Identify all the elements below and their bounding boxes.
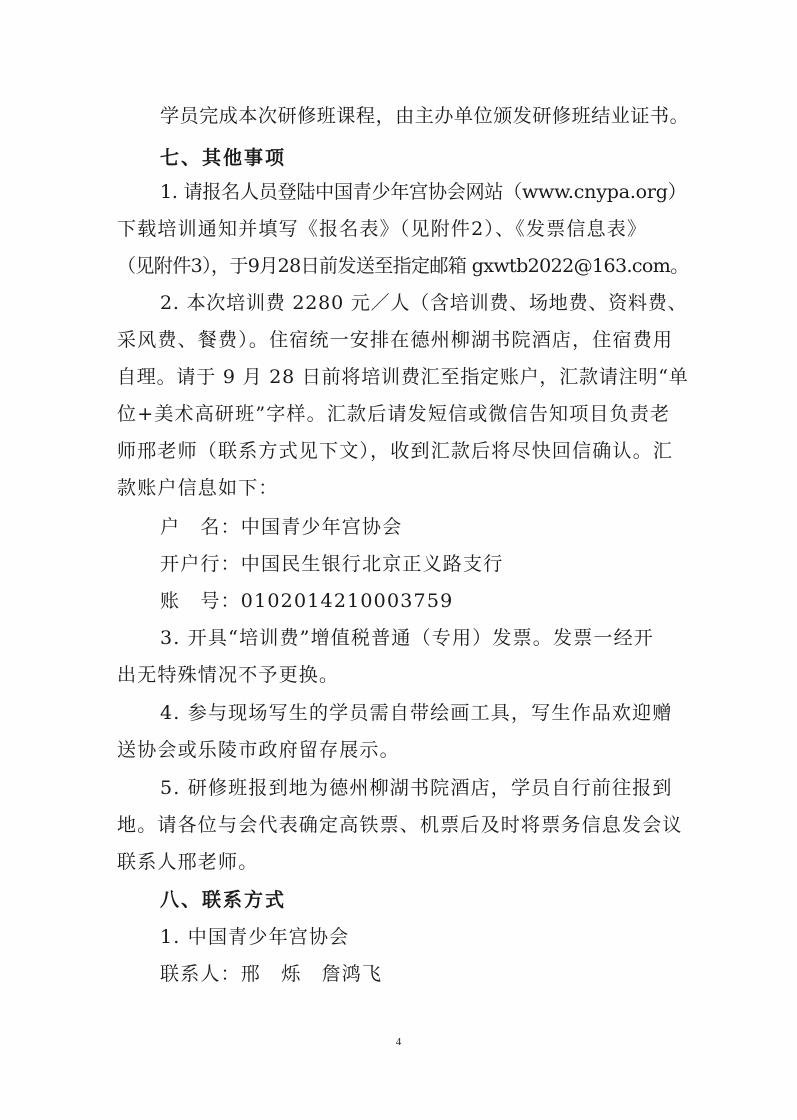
section-heading-contact: 八、联系方式 bbox=[160, 889, 287, 911]
paragraph-line: 师邢老师（联系方式见下文），收到汇款后将尽快回信确认。汇 bbox=[117, 440, 674, 462]
paragraph-line: 4. 参与现场写生的学员需自带绘画工具，写生作品欢迎赠 bbox=[160, 702, 673, 724]
paragraph-line: 学员完成本次研修班课程，由主办单位颁发研修班结业证书。 bbox=[160, 105, 690, 127]
account-bank-line: 开户行：中国民生银行北京正义路支行 bbox=[160, 553, 504, 575]
paragraph-line: 1. 中国青少年宫协会 bbox=[160, 926, 350, 948]
paragraph-line: 自理。请于 9 月 28 日前将培训费汇至指定账户，汇款请注明“单 bbox=[117, 366, 689, 388]
paragraph-line: 5. 研修班报到地为德州柳湖书院酒店，学员自行前往报到 bbox=[160, 777, 673, 799]
paragraph-line: （见附件3），于9月28日前发送至指定邮箱 gxwtb2022@163.com。 bbox=[117, 255, 689, 277]
page-number: 4 bbox=[395, 1036, 402, 1048]
paragraph-line: 款账户信息如下： bbox=[117, 477, 279, 499]
paragraph-line: 地。请各位与会代表确定高铁票、机票后及时将票务信息发会议 bbox=[117, 814, 683, 836]
paragraph-line: 联系人邢老师。 bbox=[117, 851, 259, 873]
paragraph-line: 2. 本次培训费 2280 元／人（含培训费、场地费、资料费、 bbox=[160, 292, 688, 314]
contact-persons-line: 联系人：邢 烁 詹鸿飞 bbox=[160, 963, 383, 985]
paragraph-line: 送协会或乐陵市政府留存展示。 bbox=[117, 739, 400, 761]
account-name-line: 户 名：中国青少年宫协会 bbox=[160, 516, 403, 538]
paragraph-line: 采风费、餐费）。住宿统一安排在德州柳湖书院酒店，住宿费用 bbox=[117, 329, 674, 351]
paragraph-line: 下载培训通知并填写《报名表》（见附件2）、《发票信息表》 bbox=[117, 218, 648, 240]
paragraph-line: 1. 请报名人员登陆中国青少年宫协会网站（www.cnypa.org） bbox=[160, 181, 687, 203]
section-heading-other-matters: 七、其他事项 bbox=[160, 147, 287, 169]
paragraph-line: 出无特殊情况不予更换。 bbox=[117, 664, 340, 686]
paragraph-line: 位+美术高研班”字样。汇款后请发短信或微信告知项目负责老 bbox=[117, 403, 671, 425]
account-number-line: 账 号：0102014210003759 bbox=[160, 590, 454, 612]
paragraph-line: 3. 开具“培训费”增值税普通（专用）发票。发票一经开 bbox=[160, 627, 654, 649]
